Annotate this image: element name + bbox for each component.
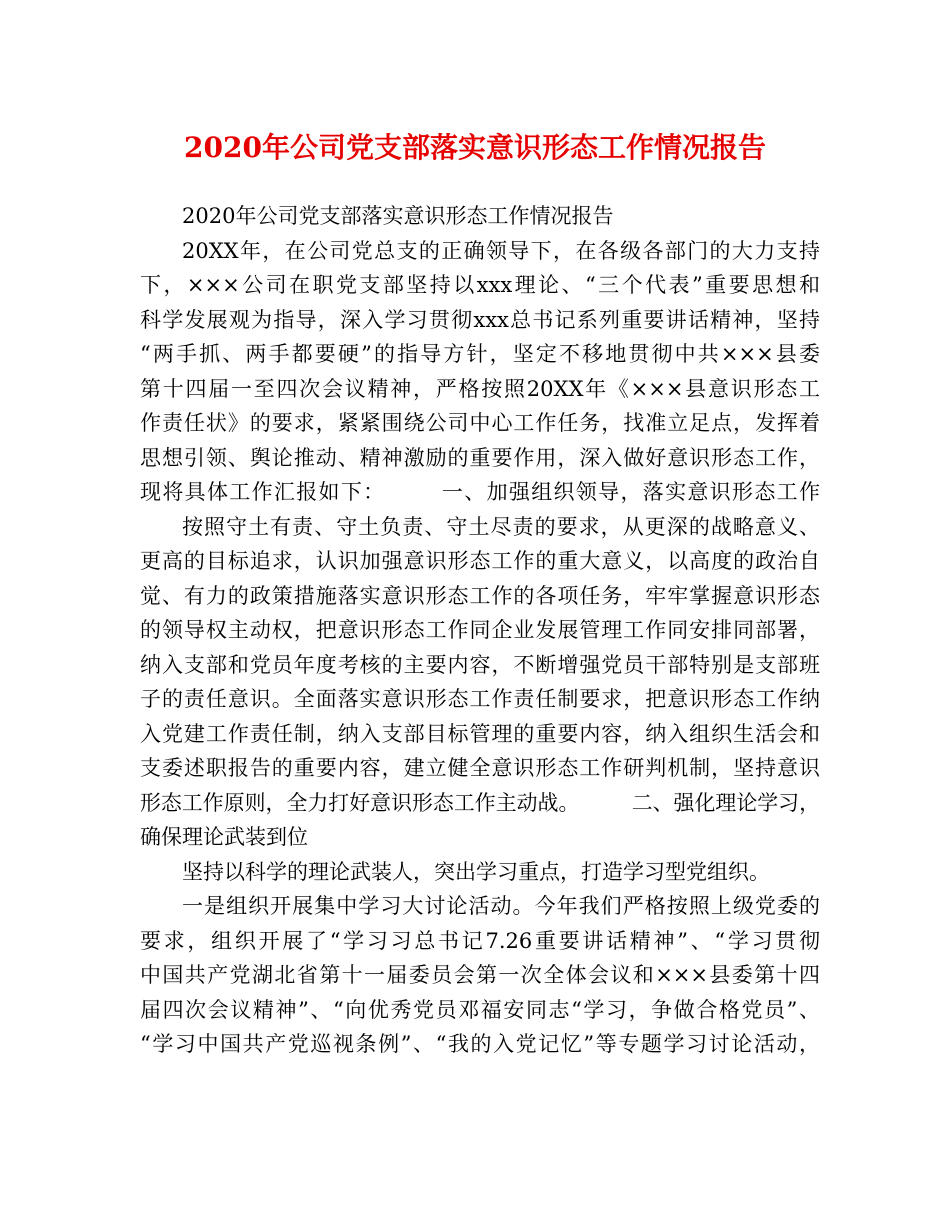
document-line: “两手抓、两手都要硬”的指导方针，坚定不移地贯彻中共×××县委 — [140, 342, 820, 366]
document-line: 坚持以科学的理论武装人，突出学习重点，打造学习型党组织。 — [182, 859, 770, 884]
document-line: 科学发展观为指导，深入学习贯彻xxx总书记系列重要讲话精神，坚持 — [140, 307, 820, 332]
document-title: 2020年公司党支部落实意识形态工作情况报告 — [184, 131, 766, 164]
document-line: 支委述职报告的重要内容，建立健全意识形态工作研判机制，坚持意识 — [140, 756, 820, 780]
document-line: 子的责任意识。全面落实意识形态工作责任制要求，把意识形态工作纳 — [140, 687, 820, 711]
document-line: 更高的目标追求，认识加强意识形态工作的重大意义，以高度的政治自 — [140, 549, 820, 573]
document-line: 的领导权主动权，把意识形态工作同企业发展管理工作同安排同部署， — [140, 618, 820, 642]
document-line: “学习中国共产党巡视条例”、“我的入党记忆”等专题学习讨论活动， — [140, 1032, 820, 1056]
document-line: 确保理论武装到位 — [140, 825, 308, 849]
document-line: 现将具体工作汇报如下： 一、加强组织领导，落实意识形态工作 — [140, 480, 820, 504]
document-line: 中国共产党湖北省第十一届委员会第一次全体会议和×××县委第十四 — [140, 963, 820, 987]
document-line: 觉、有力的政策措施落实意识形态工作的各项任务，牢牢掌握意识形态 — [140, 583, 820, 608]
document-line: 入党建工作责任制，纳入支部目标管理的重要内容，纳入组织生活会和 — [140, 721, 820, 746]
document-line: 纳入支部和党员年度考核的主要内容，不断增强党员干部特别是支部班 — [140, 652, 820, 677]
document-line: 届四次会议精神”、“向优秀党员邓福安同志“学习，争做合格党员”、 — [140, 997, 820, 1022]
document-line: 下，×××公司在职党支部坚持以xxx理论、“三个代表”重要思想和 — [140, 273, 820, 297]
document-line: 第十四届一至四次会议精神，严格按照20XX年《×××县意识形态工 — [140, 376, 820, 401]
document-line: 形态工作原则，全力打好意识形态工作主动战。 二、强化理论学习， — [140, 790, 820, 815]
document-line: 按照守土有责、守土负责、守土尽责的要求，从更深的战略意义、 — [182, 514, 820, 539]
document-body — [140, 199, 820, 1062]
document-line: 一是组织开展集中学习大讨论活动。今年我们严格按照上级党委的 — [182, 894, 820, 918]
document-line: 作责任状》的要求，紧紧围绕公司中心工作任务，找准立足点，发挥着 — [140, 411, 820, 435]
document-line: 20XX年，在公司党总支的正确领导下，在各级各部门的大力支持 — [182, 238, 820, 263]
document-line: 2020年公司党支部落实意识形态工作情况报告 — [182, 204, 614, 228]
document-line: 思想引领、舆论推动、精神激励的重要作用，深入做好意识形态工作， — [140, 445, 820, 470]
document-line: 要求，组织开展了“学习习总书记7.26重要讲话精神”、“学习贯彻 — [140, 928, 820, 953]
